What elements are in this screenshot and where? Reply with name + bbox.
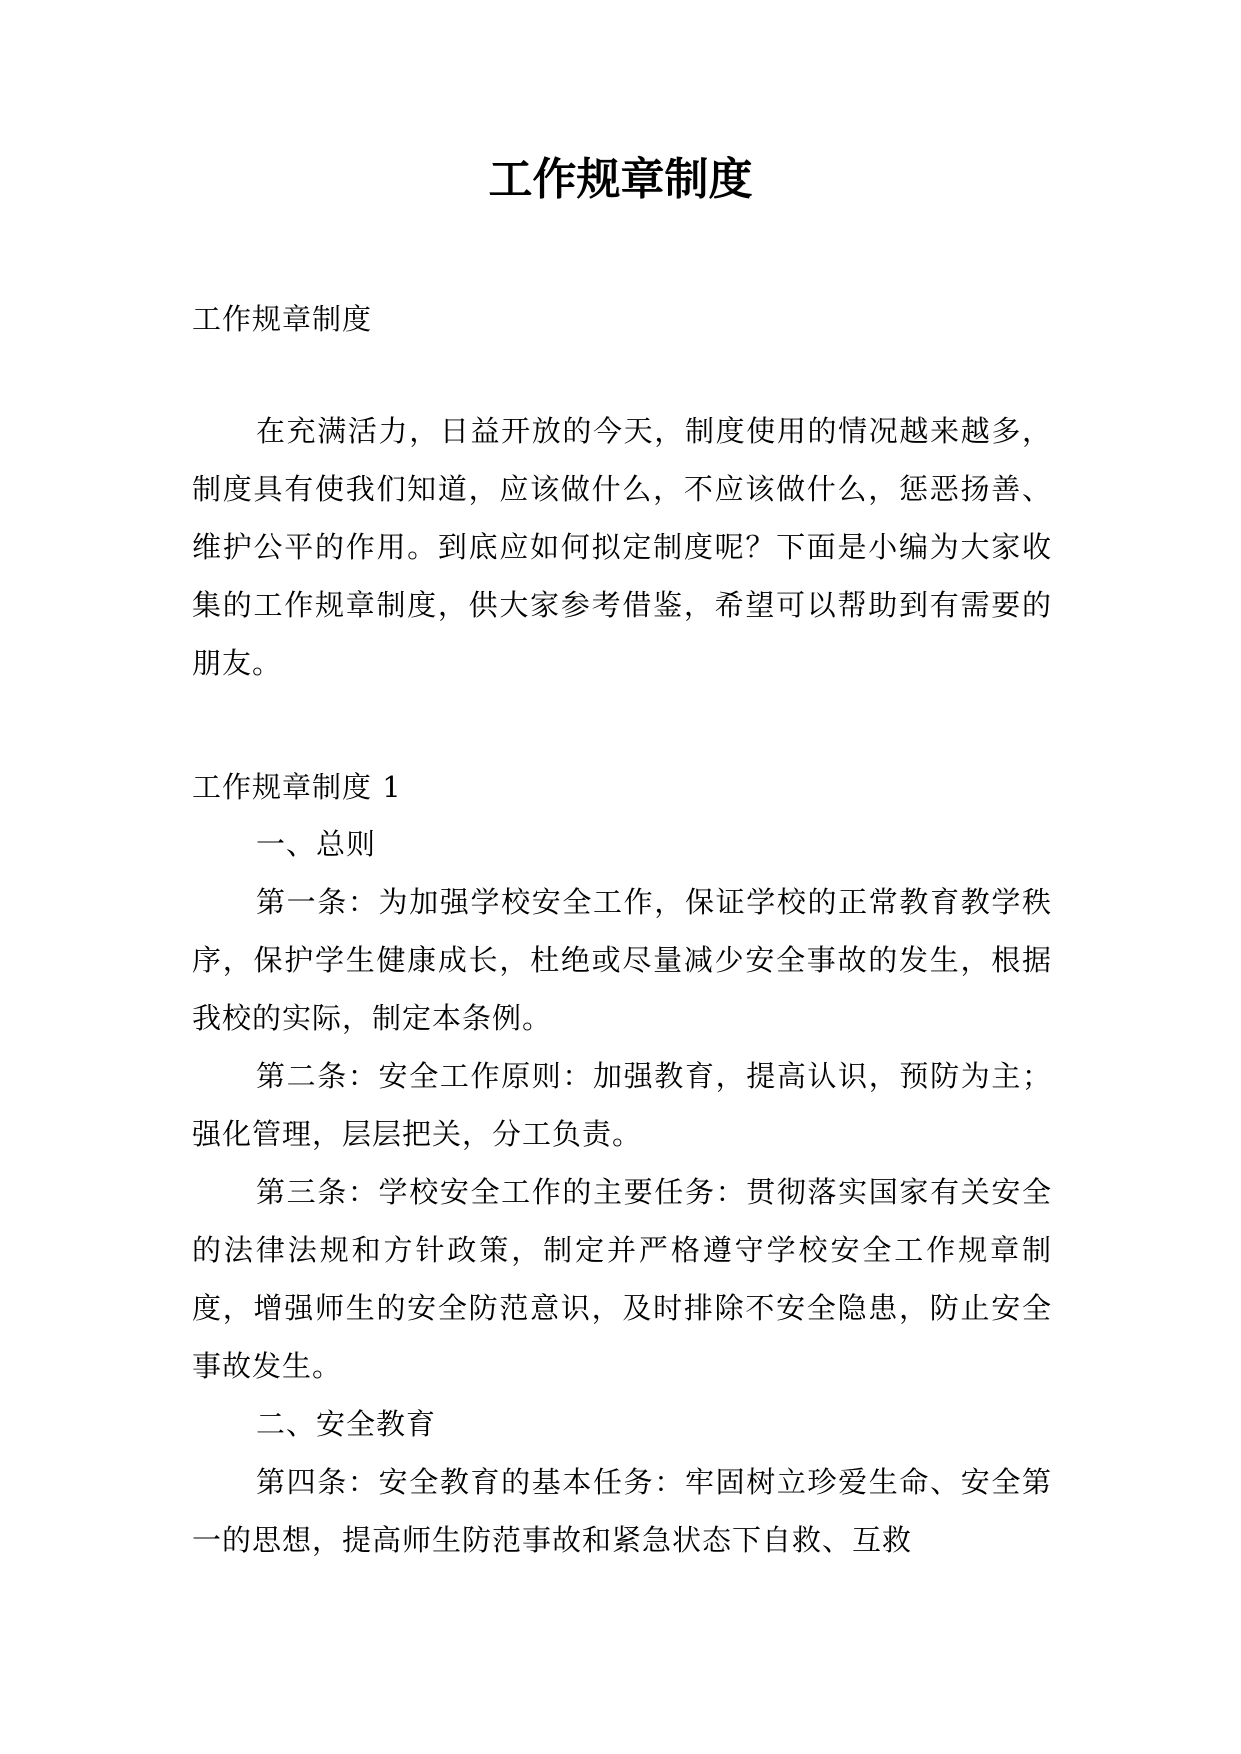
- article-paragraph: 第一条：为加强学校安全工作，保证学校的正常教育教学秩序，保护学生健康成长，杜绝或尽量减少安全事故的发生，根据我校的实际，制定本条例。: [192, 885, 1052, 1035]
- chapter-heading-general: 一、总则: [256, 827, 377, 861]
- article-paragraph: 第二条：安全工作原则：加强教育，提高认识，预防为主；强化管理，层层把关，分工负责。: [192, 1059, 1052, 1151]
- article-paragraph: 第三条：学校安全工作的主要任务：贯彻落实国家有关安全的法律法规和方针政策，制定并严格遵守学校安全工作规章制度，增强师生的安全防范意识，及时排除不安全隐患，防止安全事故发生。: [192, 1175, 1052, 1383]
- article-paragraph: 第四条：安全教育的基本任务：牢固树立珍爱生命、安全第一的思想，提高师生防范事故和紧急状态下自救、互救: [192, 1465, 1052, 1557]
- document-subtitle: 工作规章制度: [192, 302, 373, 336]
- intro-paragraph: 在充满活力，日益开放的今天，制度使用的情况越来越多，制度具有使我们知道，应该做什么，不应该做什么，惩恶扬善、维护公平的作用。到底应如何拟定制度呢？下面是小编为大家收集的工作规章制度，供大家参考借鉴，希望可以帮助到有需要的朋友。: [192, 414, 1052, 680]
- chapter-heading-safety-education: 二、安全教育: [256, 1407, 437, 1441]
- section-heading: 工作规章制度 1: [192, 770, 402, 804]
- document-title: 工作规章制度: [488, 154, 753, 205]
- article-body: [192, 815, 1052, 1569]
